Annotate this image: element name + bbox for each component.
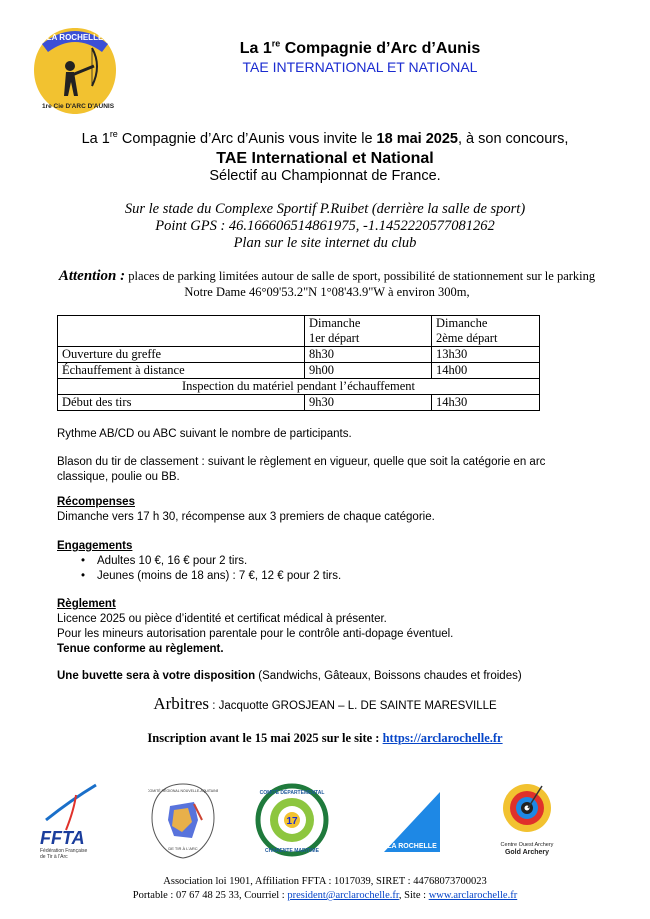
- inspection-row: Inspection du matériel pendant l’échauffement: [58, 379, 540, 395]
- table-row: [58, 379, 540, 395]
- svg-text:COMITÉ DÉPARTEMENTAL: COMITÉ DÉPARTEMENTAL: [259, 790, 325, 796]
- svg-text:17: 17: [286, 816, 298, 827]
- ffta-text: FFTA: [40, 828, 85, 848]
- gold-archery-logo: [492, 780, 562, 860]
- svg-text:Fédération Française: Fédération Française: [40, 848, 88, 854]
- comite-departemental-logo: [255, 780, 330, 860]
- logo-text-bottom: 1re Cie D'ARC D'AUNIS: [41, 103, 115, 110]
- venue-gps: Point GPS : 46.166606514861975, -1.1452220577081262: [155, 218, 495, 234]
- competition-title: TAE International et National: [216, 150, 434, 167]
- svg-text:Centre Ouest Archery: Centre Ouest Archery: [500, 842, 554, 848]
- engagements-list: [57, 554, 597, 584]
- svg-text:DE TIR À L'ARC: DE TIR À L'ARC: [168, 846, 198, 851]
- list-item: • Jeunes (moins de 18 ans) : 7 €, 12 € pour 2 tirs.: [81, 570, 342, 582]
- svg-text:de Tir à l'Arc: de Tir à l'Arc: [40, 854, 68, 860]
- header-title: La 1re Compagnie d’Arc d’Aunis: [239, 38, 481, 57]
- footer-contact: Portable : 07 67 48 25 33, Courriel : president@arclarochelle.fr, Site : www.arclarochelle.fr: [132, 890, 518, 901]
- selective-note: Sélectif au Championnat de France.: [209, 168, 441, 184]
- table-header-cell: Dimanche 1er départ: [305, 316, 432, 347]
- parking-notice: Attention : places de parking limitées autour de salle de sport, possibilité de stationnement sur le parking Notre Dame 46°09'53.2"N 1°08'43.9"W à environ 300m,: [58, 268, 596, 299]
- blason-text: Blason du tir de classement : suivant le règlement en vigueur, quelle que soit la catégorie en arc classique, poulie ou BB.: [57, 456, 546, 483]
- table-row: Ouverture du greffe 8h30 13h30: [58, 347, 540, 363]
- svg-text:LA ROCHELLE: LA ROCHELLE: [387, 843, 437, 850]
- club-logo: [30, 20, 120, 120]
- table-row: Échauffement à distance 9h00 14h00: [58, 363, 540, 379]
- svg-text:Gold Archery: Gold Archery: [504, 849, 550, 856]
- logo-text-top: LA ROCHELLE: [46, 33, 104, 42]
- venue-line-1: Sur le stade du Complexe Sportif P.Ruibet (derrière la salle de sport): [124, 201, 526, 217]
- buvette-text: Une buvette sera à votre disposition (Sandwichs, Gâteaux, Boissons chaudes et froides): [57, 670, 522, 682]
- table-header-cell: [58, 316, 305, 347]
- table-header-row: [58, 316, 540, 347]
- svg-text:COMITÉ RÉGIONAL NOUVELLE-AQUIT: COMITÉ RÉGIONAL NOUVELLE-AQUITAINE: [148, 789, 218, 793]
- la-rochelle-logo: [382, 780, 442, 860]
- engagements-heading: Engagements: [57, 540, 133, 552]
- reglement-heading: Règlement: [57, 598, 116, 610]
- table-header-cell: Dimanche 2ème départ: [432, 316, 540, 347]
- ffta-logo: [36, 780, 106, 860]
- list-item: • Adultes 10 €, 16 € pour 2 tirs.: [81, 555, 248, 567]
- schedule-table: [57, 315, 540, 411]
- club-website-link[interactable]: https://arclarochelle.fr: [382, 731, 503, 745]
- rythme-text: Rythme AB/CD ou ABC suivant le nombre de participants.: [57, 428, 352, 440]
- footer-association: Association loi 1901, Affiliation FFTA : 1017039, SIRET : 44768073700023: [163, 876, 487, 887]
- inscription-line: Inscription avant le 15 mai 2025 sur le site : https://arclarochelle.fr: [147, 731, 503, 745]
- invitation-line: La 1re Compagnie d’Arc d’Aunis vous invite le 18 mai 2025, à son concours,: [81, 129, 569, 147]
- recompenses-heading: Récompenses: [57, 496, 135, 508]
- header-subtitle: TAE INTERNATIONAL ET NATIONAL: [242, 59, 478, 75]
- table-row: Début des tirs 9h30 14h30: [58, 395, 540, 411]
- attention-label: Attention :: [58, 268, 126, 284]
- recompenses-section: Récompenses Dimanche vers 17 h 30, récompense aux 3 premiers de chaque catégorie.: [57, 495, 597, 525]
- venue-block: [0, 201, 650, 252]
- reglement-section: Règlement Licence 2025 ou pièce d’identité et certificat médical à présenter. Pour les mineurs autorisation parentale pour le contrôle anti-dopage éventuel. Tenue conforme au règlement.: [57, 597, 597, 657]
- engagements-section: [57, 539, 597, 584]
- arbitres-line: Arbitres : Jacquotte GROSJEAN – L. DE SAINTE MARESVILLE: [153, 694, 497, 713]
- email-link[interactable]: president@arclarochelle.fr: [287, 890, 399, 901]
- site-link[interactable]: www.arclarochelle.fr: [428, 890, 518, 901]
- venue-map-note: Plan sur le site internet du club: [233, 235, 417, 251]
- svg-text:CHARENTE MARITIME: CHARENTE MARITIME: [265, 848, 319, 854]
- comite-regional-logo: [148, 780, 218, 860]
